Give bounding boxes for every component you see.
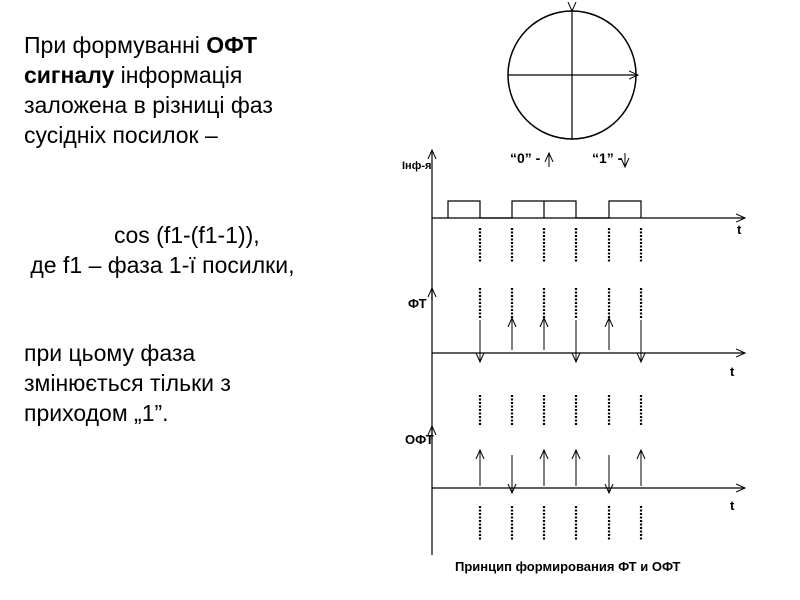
axis-label-oft: ОФТ [405, 432, 434, 447]
text-normal: інформація [114, 62, 243, 88]
formula-note: де f1 – фаза 1-ї посилки, [24, 252, 295, 278]
formula: cos (f1-(f1-1)), [114, 222, 260, 248]
ft-phase-arrows [480, 318, 641, 362]
text-line-3: заложена в різниці фаз [24, 92, 273, 118]
conclusion-line-2: змінюється тільки з [24, 370, 231, 396]
oft-axis [432, 426, 745, 488]
phase-circle [508, 11, 638, 139]
axis-label-info: Інф-я [402, 160, 432, 172]
text-bold-oft: ОФТ [206, 32, 257, 58]
diagram-caption: Принцип формирования ФТ и ОФТ [455, 559, 681, 574]
text-line-4: сусідніх посилок – [24, 122, 218, 148]
legend-one-label: “1” - [592, 150, 623, 166]
axis-label-ft: ФТ [408, 296, 427, 311]
oft-phase-arrows [480, 450, 641, 493]
conclusion-line-1: при цьому фаза [24, 340, 196, 366]
ft-axis [432, 288, 745, 353]
axis-label-t-2: t [730, 364, 735, 379]
info-axis [432, 201, 745, 218]
text-bold-signal: сигналу [24, 62, 115, 88]
dotted-dividers [480, 228, 641, 540]
axis-label-t-1: t [737, 222, 742, 237]
conclusion-line-3: приходом „1”. [24, 400, 169, 426]
legend-zero-label: “0” - [510, 150, 541, 166]
text-normal: При формуванні [24, 32, 207, 58]
axis-label-t-3: t [730, 498, 735, 513]
